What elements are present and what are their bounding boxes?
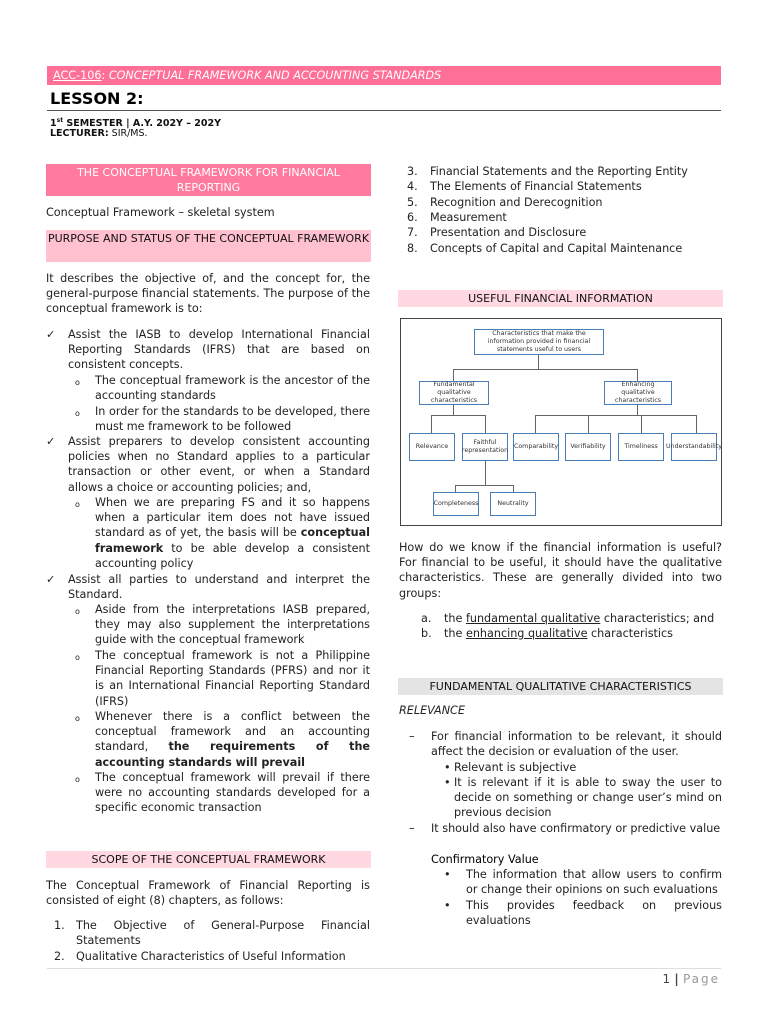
purpose-sub-1b: In order for the standards to be developed, there must me framework to be followed — [95, 405, 370, 434]
relevance-point-2: It should also have confirmatory or predictive value — [431, 822, 721, 835]
lecturer-line: LECTURER: SIR/MS. — [50, 128, 148, 139]
lesson-title: LESSON 2: — [50, 89, 144, 108]
group-b: the enhancing qualitative characteristics — [444, 627, 674, 640]
purpose-intro: It describes the objective of, and the concept for, the general-purpose financial statements. The purpose of the conceptual framework is to: — [46, 272, 370, 316]
cf-heading: THE CONCEPTUAL FRAMEWORK FOR FINANCIAL REPORTING — [46, 164, 371, 196]
diagram-understandability: Understandability — [671, 433, 717, 461]
purpose-sub-3b: The conceptual framework is not a Philippine Financial Reporting Standards (PFRS) and nor it is an International Financial Reporting Standard (IFRS) — [95, 649, 370, 708]
chapter-item: 6. Measurement — [407, 210, 507, 224]
diagram-fundamental: Fundamental qualitative characteristics — [419, 381, 489, 405]
circle-bullet-icon: o — [75, 653, 80, 662]
chapter-item: 8. Concepts of Capital and Capital Maintenance — [407, 241, 683, 255]
circle-bullet-icon: o — [75, 607, 80, 616]
diagram-timeliness: Timeliness — [618, 433, 664, 461]
circle-bullet-icon: o — [75, 775, 80, 784]
relevance-sub-1a: Relevant is subjective — [454, 761, 577, 774]
purpose-bullet-2: Assist preparers to develop consistent accounting policies when no Standard applies to a particular transaction or other event, or when a Standard allows a choice or accounting policies; and, — [68, 435, 370, 494]
semester-line: 1st SEMESTER | A.Y. 202Y – 202Y — [50, 117, 222, 130]
dash-icon: – — [409, 730, 415, 743]
dash-icon: – — [409, 822, 415, 835]
cf-line: Conceptual Framework – skeletal system — [46, 206, 275, 219]
chapter-item: 3. Financial Statements and the Reporting Entity — [407, 165, 688, 178]
confirmatory-heading: Confirmatory Value — [431, 853, 539, 866]
diagram-neutrality: Neutrality — [490, 492, 536, 516]
confirmatory-point-1: The information that allow users to confirm or change their opinions on such evaluations — [466, 868, 722, 897]
how-text: How do we know if the financial information is useful? For financial to be useful, it should have the qualitative characteristics. These are generally divided into two groups: — [399, 541, 722, 600]
course-header-bar: ACC-106: CONCEPTUAL FRAMEWORK AND ACCOUNTING STANDARDS — [47, 66, 721, 85]
chapter-1: The Objective of General-Purpose Financial Statements — [76, 919, 370, 948]
bullet-icon: • — [444, 761, 451, 774]
qualitative-characteristics-diagram — [400, 318, 722, 526]
check-icon: ✓ — [46, 435, 56, 448]
purpose-bullet-1: Assist the IASB to develop International Financial Reporting Standards (IFRS) that are based on consistent concepts. — [68, 328, 370, 372]
bullet-icon: • — [444, 868, 451, 881]
diagram-completeness: Completeness — [433, 492, 479, 516]
diagram-enhancing: Enhancing qualitative characteristics — [604, 381, 672, 405]
chapter-item: 5. Recognition and Derecognition — [407, 195, 603, 209]
purpose-sub-3a: Aside from the interpretations IASB prepared, they may also supplement the interpretations guide with the conceptual framework — [95, 603, 370, 647]
scope-intro: The Conceptual Framework of Financial Reporting is consisted of eight (8) chapters, as follows: — [46, 879, 370, 908]
useful-heading: USEFUL FINANCIAL INFORMATION — [398, 290, 723, 307]
diagram-comparability: Comparability — [513, 433, 559, 461]
diagram-faithful: Faithful representation — [462, 433, 508, 461]
diagram-relevance: Relevance — [409, 433, 455, 461]
scope-heading: SCOPE OF THE CONCEPTUAL FRAMEWORK — [46, 851, 371, 868]
course-code: ACC-106 — [53, 69, 102, 82]
chapter-2: Qualitative Characteristics of Useful Information — [76, 950, 346, 963]
group-a: the fundamental qualitative characteristics; and — [444, 612, 715, 625]
check-icon: ✓ — [46, 573, 56, 586]
purpose-heading: PURPOSE AND STATUS OF THE CONCEPTUAL FRAMEWORK — [46, 230, 371, 262]
confirmatory-point-2: This provides feedback on previous evaluations — [466, 899, 722, 928]
course-title: CONCEPTUAL FRAMEWORK AND ACCOUNTING STANDARDS — [108, 69, 442, 82]
circle-bullet-icon: o — [75, 409, 80, 418]
purpose-sub-2a: When we are preparing FS and it so happens when a particular item does not have issued standard as of yet, the basis will be conceptual framework to be able develop a consistent accounting policy — [95, 496, 370, 570]
diagram-verifiability: Verifiability — [565, 433, 611, 461]
circle-bullet-icon: o — [75, 378, 80, 387]
page-number: 1 | Page — [662, 972, 720, 986]
header-divider — [47, 110, 721, 111]
relevance-sub-1b: It is relevant if it is able to sway the user to decide on something or change user’s mind on previous decision — [454, 776, 722, 820]
circle-bullet-icon: o — [75, 500, 80, 509]
check-icon: ✓ — [46, 328, 56, 341]
chapter-item: 7. Presentation and Disclosure — [407, 226, 587, 240]
bullet-icon: • — [444, 776, 451, 789]
diagram-root: Characteristics that make the information provided in financial statements useful to users — [474, 329, 604, 355]
circle-bullet-icon: o — [75, 714, 80, 723]
footer-divider — [47, 968, 721, 969]
purpose-sub-3c: Whenever there is a conflict between the conceptual framework and an accounting standard, the requirements of the accounting standards will prevail — [95, 710, 370, 769]
fqc-heading: FUNDAMENTAL QUALITATIVE CHARACTERISTICS — [398, 678, 723, 695]
relevance-point-1: For financial information to be relevant, it should affect the decision or evaluation of the user. — [431, 730, 722, 759]
purpose-sub-3d: The conceptual framework will prevail if there were no accounting standards developed for a specific economic transaction — [95, 771, 370, 815]
chapter-item: 4. The Elements of Financial Statements — [407, 180, 642, 194]
relevance-label: RELEVANCE — [399, 704, 465, 717]
purpose-sub-1a: The conceptual framework is the ancestor of the accounting standards — [95, 374, 370, 403]
bullet-icon: • — [444, 899, 451, 912]
purpose-bullet-3: Assist all parties to understand and interpret the Standard. — [68, 573, 370, 602]
